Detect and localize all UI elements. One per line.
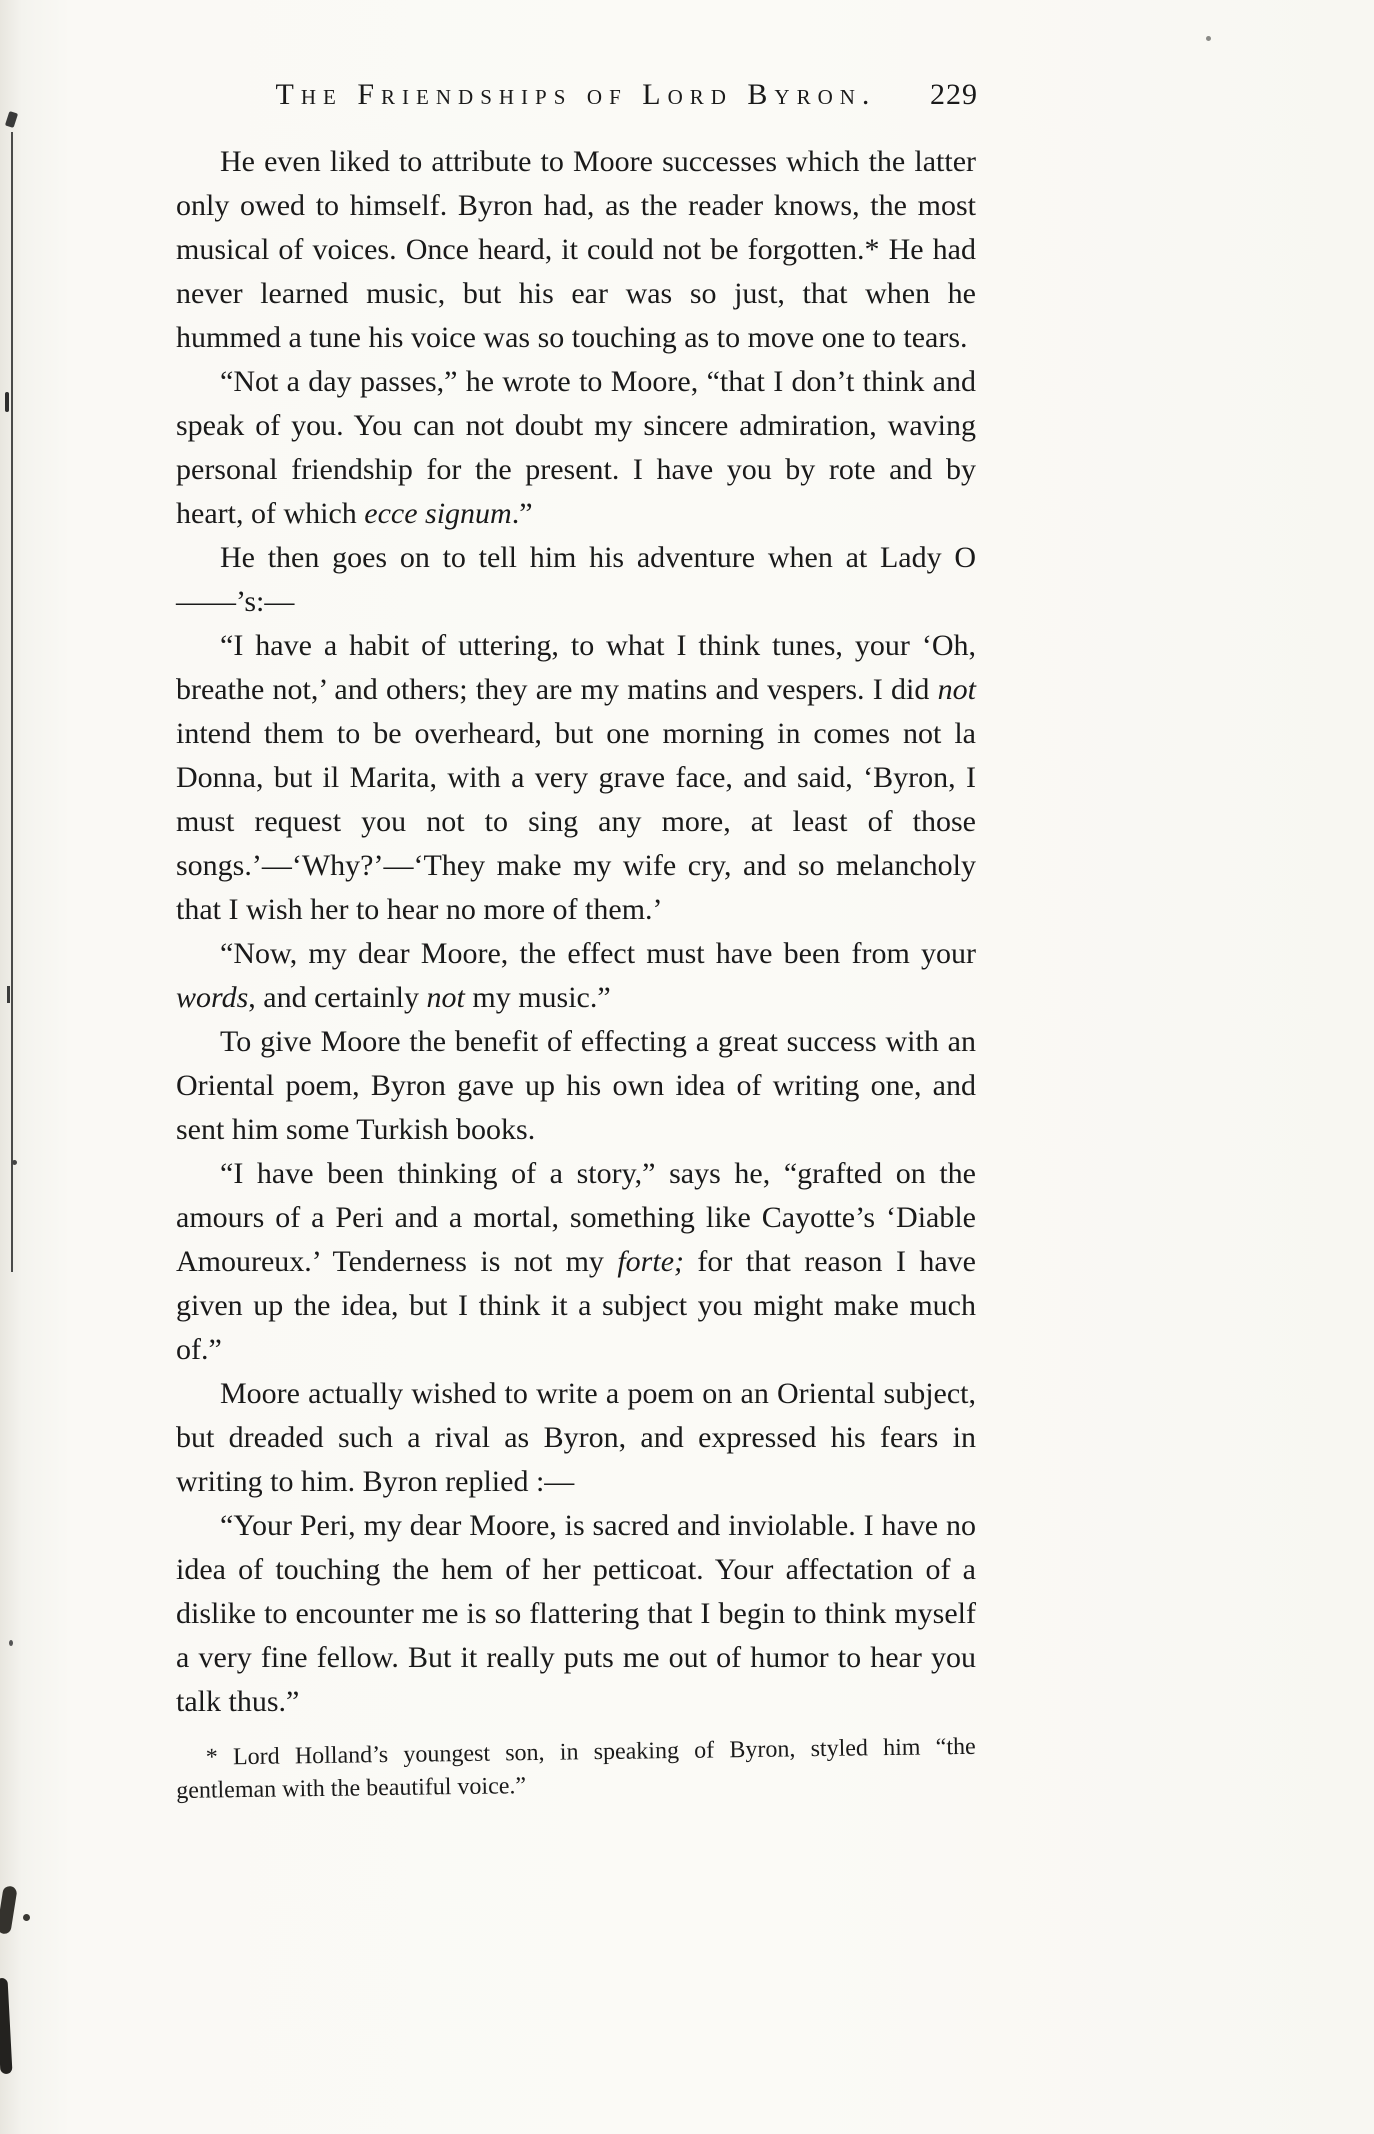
text-run: for that reason I have given up the idea, but I think it a subject you might make much of.” bbox=[176, 1245, 976, 1366]
paragraph bbox=[176, 624, 976, 932]
text-run: ecce signum bbox=[364, 497, 512, 530]
running-title: The Friendships of Lord Byron. bbox=[275, 78, 877, 111]
text-run: not bbox=[426, 981, 465, 1014]
ink-mark bbox=[12, 1160, 17, 1165]
ink-mark bbox=[7, 986, 10, 1003]
text-run: words bbox=[176, 981, 249, 1014]
text-run: intend them to be overheard, but one morning in comes not la Donna, but il Marita, with a very grave face, and said, ‘Byron, I must request you not to sing any more, at least of those songs.’—‘Why?’—‘They make my wife cry, and so melancholy that I wish her to hear no more of them.’ bbox=[176, 717, 976, 926]
ink-mark bbox=[9, 1640, 13, 1646]
body-text bbox=[176, 140, 976, 1724]
paragraph bbox=[176, 536, 976, 624]
paragraph bbox=[176, 1152, 976, 1372]
text-run: He then goes on to tell him his adventure when at Lady O——’s:— bbox=[176, 541, 976, 618]
text-run: Moore actually wished to write a poem on an Oriental subject, but dreaded such a rival as Byron, and expressed his fears in writing to him. Byron replied :— bbox=[176, 1377, 976, 1498]
paragraph bbox=[176, 1372, 976, 1504]
text-run: forte; bbox=[617, 1245, 684, 1278]
ink-mark bbox=[5, 111, 18, 128]
text-run: To give Moore the benefit of effecting a great success with an Oriental poem, Byron gave up his own idea of writing one, and sent him some Turkish books. bbox=[176, 1025, 976, 1146]
paragraph bbox=[176, 360, 976, 536]
ink-mark bbox=[5, 392, 9, 412]
ink-smudge bbox=[23, 1914, 30, 1921]
text-run: .” bbox=[511, 497, 533, 530]
text-run: my music.” bbox=[464, 981, 611, 1014]
ink-smudge bbox=[0, 1885, 18, 1935]
paragraph bbox=[176, 932, 976, 1020]
text-run: , and certainly bbox=[248, 981, 427, 1014]
text-column bbox=[176, 78, 976, 1808]
ink-mark bbox=[1206, 36, 1211, 41]
text-run: not bbox=[937, 673, 976, 706]
text-run: He even liked to attribute to Moore successes which the latter only owed to himself. Byron had, as the reader knows, the most musical of voices. Once heard, it could not be forgotten.* He had never learned music, but his ear was so just, that when he hummed a tune his voice was so touching as to move one to tears. bbox=[176, 145, 976, 354]
page-number: 229 bbox=[930, 78, 978, 111]
page-header bbox=[176, 78, 976, 124]
binding-line-artifact bbox=[11, 132, 13, 1272]
text-run: “I have a habit of uttering, to what I think tunes, your ‘Oh, breathe not,’ and others; they are my matins and vespers. I did bbox=[176, 629, 976, 706]
paragraph bbox=[176, 140, 976, 360]
text-run: “Your Peri, my dear Moore, is sacred and inviolable. I have no idea of touching the hem of her petticoat. Your affectation of a dislike to encounter me is so flattering that I begin to think myself a very fine fellow. But it really puts me out of humor to hear you talk thus.” bbox=[176, 1509, 976, 1718]
text-run: “Now, my dear Moore, the effect must have been from your bbox=[220, 937, 976, 970]
ink-smudge bbox=[0, 1978, 13, 2074]
text-run: “I have been thinking of a story,” says he, “grafted on the amours of a Peri and a mortal, something like Cayotte’s ‘Diable Amoureux.’ Tenderness is not my bbox=[176, 1157, 976, 1278]
paragraph bbox=[176, 1504, 976, 1724]
footnote: * Lord Holland’s youngest son, in speaking of Byron, styled him “the gentleman with the beautiful voice.” bbox=[176, 1733, 976, 1804]
text-run: “Not a day passes,” he wrote to Moore, “that I don’t think and speak of you. You can not doubt my sincere admiration, waving personal friendship for the present. I have you by rote and by heart, of which bbox=[176, 365, 976, 530]
paragraph bbox=[176, 1020, 976, 1152]
